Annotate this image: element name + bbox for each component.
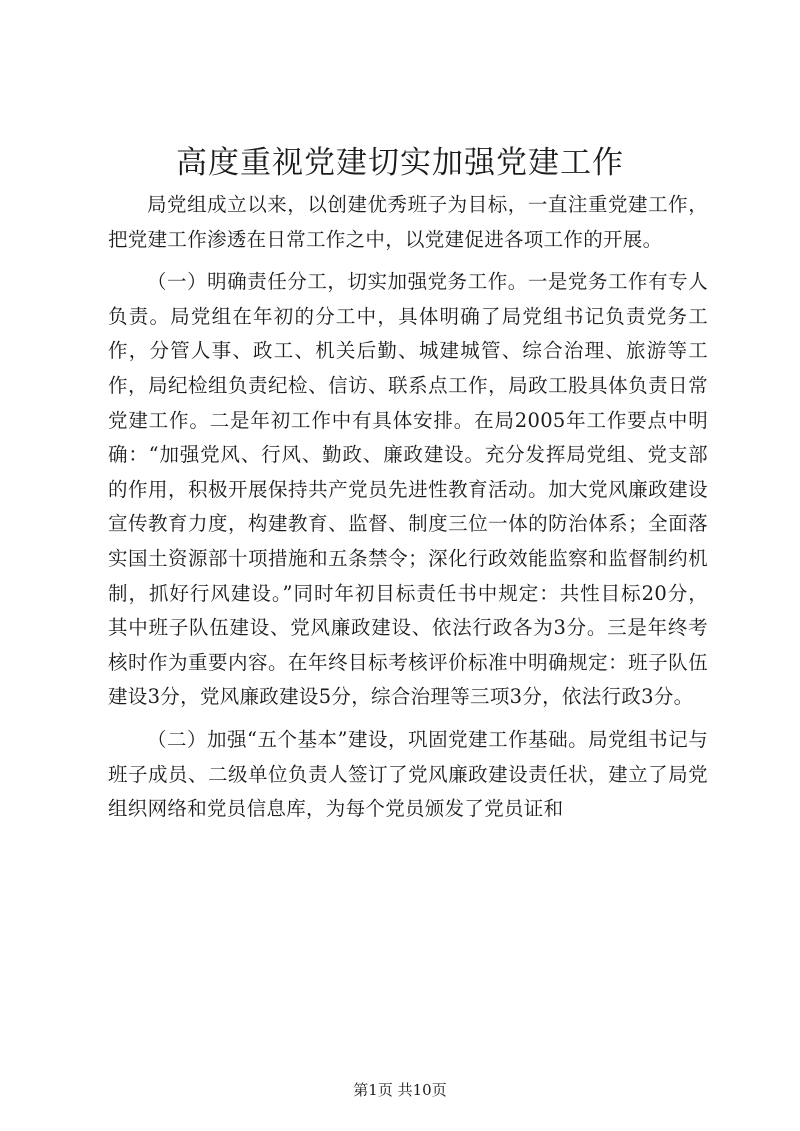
paragraph-section-one: （一）明确责任分工，切实加强党务工作。一是党务工作有专人负责。局党组在年初的分工中，具体明确了局党组书记负责党务工作，分管人事、政工、机关后勤、城建城管、综合治理、旅游等工作，局纪检组负责纪检、信访、联系点工作，局政工股具体负责日常党建工作。二是年初工作中有具体安排。在局2005年工作要点中明确：“加强党风、行风、勤政、廉政建设。充分发挥局党组、党支部的作用，积极开展保持共产党员先进性教育活动。加大党风廉政建设宣传教育力度，构建教育、监督、制度三位一体的防治体系；全面落实国土资源部十项措施和五条禁令；深化行政效能监察和监督制约机制，抓好行风建设。”同时年初目标责任书中规定：共性目标20分，其中班子队伍建设、党风廉政建设、依法行政各为3分。三是年终考核时作为重要内容。在年终目标考核评价标准中明确规定：班子队伍建设3分，党风廉政建设5分，综合治理等三项3分，依法行政3分。 bbox=[108, 270, 708, 709]
page-number-label: 第1页 共10页 bbox=[353, 1081, 447, 1099]
paragraph-intro: 局党组成立以来，以创建优秀班子为目标，一直注重党建工作，把党建工作渗透在日常工作之中，以党建促进各项工作的开展。 bbox=[108, 193, 708, 251]
page-footer bbox=[0, 1080, 800, 1100]
document-body bbox=[108, 188, 708, 835]
document-title: 高度重视党建切实加强党建工作 bbox=[176, 145, 624, 181]
paragraph-section-two: （二）加强“五个基本”建设，巩固党建工作基础。局党组书记与班子成员、二级单位负责人签订了党风廉政建设责任状，建立了局党组织网络和党员信息库，为每个党员颁发了党员证和 bbox=[108, 727, 708, 821]
